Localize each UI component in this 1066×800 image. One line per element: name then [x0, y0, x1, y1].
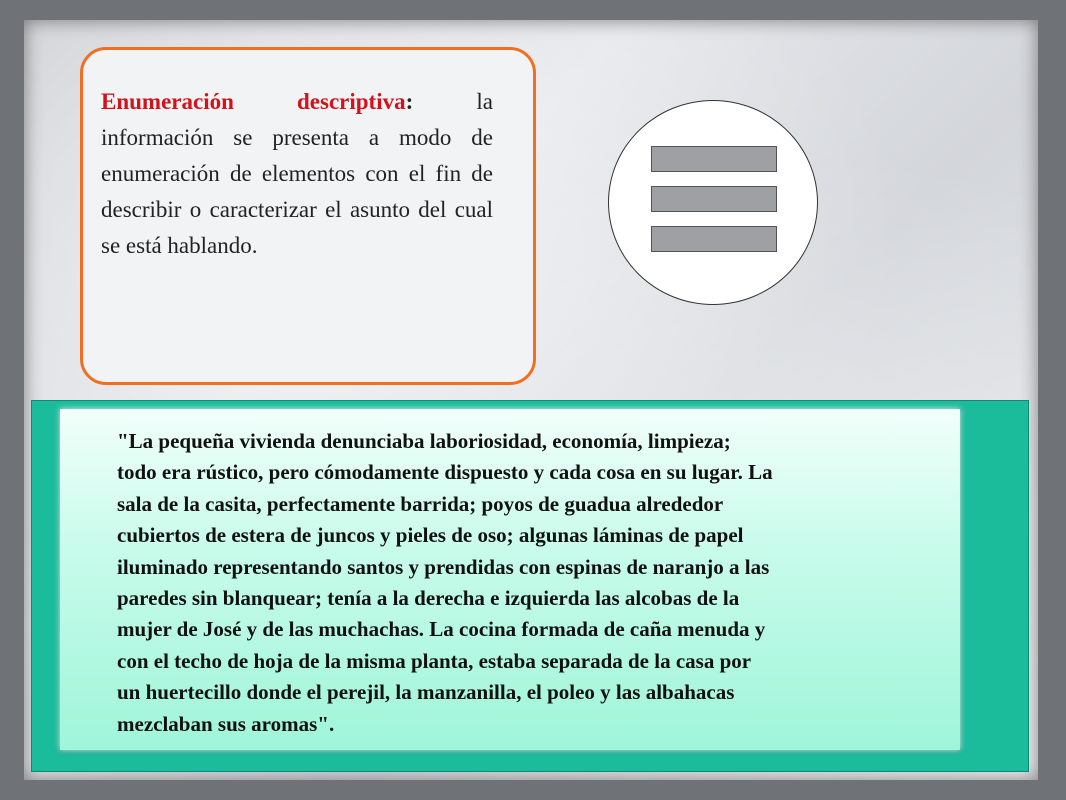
- quote-line: un huertecillo donde el perejil, la manzanilla, el poleo y las albahacas: [117, 680, 735, 705]
- definition-colon: :: [405, 89, 414, 114]
- definition-line: de enumeración de elementos: [101, 125, 494, 186]
- quote-card: [60, 409, 960, 750]
- definition-term: Enumeración descriptiva: [101, 89, 406, 114]
- definition-box: [80, 47, 536, 385]
- quote-line: cubiertos de estera de juncos y pieles de oso; algunas láminas de papel: [117, 523, 744, 548]
- definition-line: información se presenta a modo: [101, 125, 452, 150]
- definition-line: caracterizar el asunto del cual se: [101, 197, 494, 258]
- definition-line: con el fin de describir o: [101, 161, 493, 222]
- quote-text: [117, 426, 940, 740]
- quote-line: sala de la casita, perfectamente barrida; poyos de guadua alrededor: [117, 491, 724, 516]
- quote-line: paredes sin blanquear; tenía a la derecha e izquierda las alcobas de la: [117, 586, 740, 611]
- definition-text: [101, 84, 493, 264]
- quote-line: mujer de José y de las muchachas. La cocina formada de caña menuda y: [117, 617, 766, 642]
- list-bar-icon: [651, 226, 777, 252]
- list-bar-icon: [651, 146, 777, 172]
- list-bar-icon: [651, 186, 777, 212]
- definition-line: está hablando.: [125, 233, 258, 258]
- quote-line: todo era rústico, pero cómodamente dispuesto y cada cosa en su lugar. La: [117, 460, 773, 485]
- list-icon: [608, 100, 818, 305]
- quote-line: mezclaban sus aromas".: [117, 711, 335, 736]
- quote-line: "La pequeña vivienda denunciaba laboriosidad, economía, limpieza;: [117, 429, 731, 453]
- definition-line: la: [476, 89, 493, 114]
- quote-line: con el techo de hoja de la misma planta, estaba separada de la casa por: [117, 648, 752, 673]
- example-panel: [31, 400, 1029, 772]
- quote-line: iluminado representando santos y prendidas con espinas de naranjo a las: [117, 554, 770, 579]
